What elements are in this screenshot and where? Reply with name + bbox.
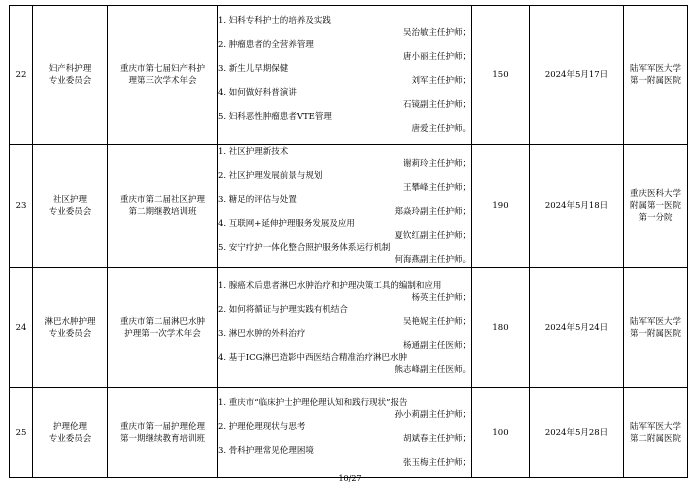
participant-count: 190 — [472, 145, 530, 268]
topics-cell — [218, 268, 472, 388]
topic-speaker: 杨英主任护师； — [411, 292, 471, 303]
topic-item — [218, 304, 471, 328]
topic-item — [218, 445, 471, 469]
row-number: 23 — [10, 145, 33, 268]
event-name — [108, 268, 218, 388]
topic-item — [218, 421, 471, 445]
table-row — [10, 268, 688, 388]
table-row — [10, 6, 688, 145]
row-number: 24 — [10, 268, 33, 388]
page-number: 10/27 — [338, 474, 362, 483]
event-line: 理第三次学术年会 — [128, 76, 197, 86]
venue-line: 第一附属医院 — [629, 328, 681, 339]
event-date: 2024年5月17日 — [530, 6, 624, 145]
topic-speaker: 胡斌春主任护师； — [402, 433, 471, 444]
topic-title: 1. 腺癌术后患者淋巴水肿治疗和护理决策工具的编制和应用 — [218, 280, 442, 291]
topic-speaker: 吴治敏主任护师； — [402, 28, 471, 38]
topic-title: 2. 肿瘤患者的全营养管理 — [218, 40, 314, 50]
table-row — [10, 145, 688, 268]
event-line: 重庆市第二届淋巴水肿 — [119, 316, 205, 327]
committee-name — [33, 6, 108, 145]
venue-line: 陆军军医大学 — [629, 316, 681, 327]
committee-line: 专业委员会 — [48, 328, 92, 339]
participant-count: 150 — [472, 6, 530, 145]
venue-line: 重庆医科大学 — [629, 189, 681, 199]
topic-item — [218, 170, 471, 194]
table-row — [10, 388, 688, 478]
event-line: 重庆市第七届妇产科护 — [119, 64, 205, 74]
topic-title: 3. 骨科护理常见伦理困境 — [218, 445, 314, 456]
event-line: 重庆市第二届社区护理 — [119, 195, 205, 205]
topic-title: 5. 妇科恶性肿瘤患者VTE管理 — [218, 112, 332, 122]
committee-name — [33, 145, 108, 268]
topic-item — [218, 352, 471, 376]
topic-item — [218, 328, 471, 352]
event-date: 2024年5月24日 — [530, 268, 624, 388]
topic-item — [218, 242, 471, 266]
topics-cell — [218, 145, 472, 268]
topic-item — [218, 146, 471, 170]
row-number: 25 — [10, 388, 33, 478]
topic-speaker: 谢莉玲主任护师； — [402, 159, 471, 169]
topic-title: 1. 社区护理新技术 — [218, 147, 289, 157]
topic-title: 3. 新生儿早期保健 — [218, 64, 289, 74]
venue-line: 附属第一医院 — [629, 201, 681, 211]
topic-item — [218, 39, 471, 63]
event-date: 2024年5月28日 — [530, 388, 624, 478]
topic-speaker: 王攀峰主任护师； — [402, 183, 471, 193]
committee-line: 社区护理 — [52, 195, 87, 205]
topic-title: 3. 糖足的评估与处置 — [218, 195, 297, 205]
topic-speaker: 刘军主任护师； — [411, 76, 471, 86]
topic-speaker: 石镜副主任护师； — [402, 100, 471, 110]
topic-title: 4. 基于ICG淋巴造影中西医结合精准治疗淋巴水肿 — [218, 352, 407, 363]
topic-title: 1. 重庆市“临床护士护理伦理认知和践行现状”报告 — [218, 397, 408, 408]
topic-item — [218, 111, 471, 135]
topic-speaker: 吴艳妮主任护师； — [402, 316, 471, 327]
venue-line: 陆军军医大学 — [629, 421, 681, 432]
venue-line: 陆军军医大学 — [629, 64, 681, 74]
event-line: 护理第一次学术年会 — [124, 328, 201, 339]
event-name — [108, 6, 218, 145]
venue-line: 第一分院 — [638, 213, 673, 223]
topic-title: 2. 如何将循证与护理实践有机结合 — [218, 304, 348, 315]
committee-name — [33, 388, 108, 478]
topic-item — [218, 63, 471, 87]
topic-speaker: 孙小莉副主任护师； — [394, 409, 471, 420]
topic-item — [218, 15, 471, 39]
topic-item — [218, 194, 471, 218]
topic-title: 5. 安宁疗护一体化整合照护服务体系运行机制 — [218, 243, 391, 253]
participant-count: 100 — [472, 388, 530, 478]
topic-title: 4. 如何做好科普演讲 — [218, 88, 297, 98]
topic-title: 4. 互联网+延伸护理服务发展及应用 — [218, 219, 355, 229]
topic-speaker: 熊志峰副主任医师。 — [394, 364, 471, 375]
event-date: 2024年5月18日 — [530, 145, 624, 268]
venue-line: 第二附属医院 — [629, 433, 681, 444]
venue-line: 第一附属医院 — [629, 76, 681, 86]
event-line: 第二期继教培训班 — [128, 207, 197, 217]
topic-title: 2. 护理伦理现状与思考 — [218, 421, 306, 432]
participant-count: 180 — [472, 268, 530, 388]
venue-name — [624, 145, 688, 268]
committee-line: 妇产科护理 — [48, 64, 92, 74]
topic-title: 1. 妇科专科护士的培养及实践 — [218, 16, 331, 26]
topic-speaker: 夏钦红副主任护师； — [394, 231, 471, 241]
topics-cell — [218, 388, 472, 478]
topic-speaker: 张玉梅主任护师； — [402, 457, 471, 468]
topic-item — [218, 87, 471, 111]
topic-item — [218, 397, 471, 421]
event-name — [108, 388, 218, 478]
topic-title: 2. 社区护理发展前景与规划 — [218, 171, 323, 181]
committee-line: 专业委员会 — [48, 433, 92, 444]
topic-speaker: 唐小丽主任护师； — [402, 52, 471, 62]
committee-line: 淋巴水肿护理 — [44, 316, 96, 327]
event-name — [108, 145, 218, 268]
event-line: 第一期继续教育培训班 — [119, 433, 205, 444]
topic-speaker: 杨通副主任医师； — [402, 340, 471, 351]
topic-speaker: 何海燕副主任护师。 — [394, 255, 471, 265]
topic-speaker: 郑焱玲副主任护师； — [394, 207, 471, 217]
venue-name — [624, 388, 688, 478]
topic-title: 3. 淋巴水肿的外科治疗 — [218, 328, 306, 339]
activity-schedule-table — [9, 5, 688, 478]
row-number: 22 — [10, 6, 33, 145]
topic-item — [218, 218, 471, 242]
committee-name — [33, 268, 108, 388]
venue-name — [624, 268, 688, 388]
event-line: 重庆市第一届护理伦理 — [119, 421, 205, 432]
topics-cell — [218, 6, 472, 145]
committee-line: 护理伦理 — [52, 421, 87, 432]
venue-name — [624, 6, 688, 145]
committee-line: 专业委员会 — [48, 76, 92, 86]
committee-line: 专业委员会 — [48, 207, 92, 217]
topic-speaker: 唐爱主任护师。 — [411, 124, 471, 134]
topic-item — [218, 280, 471, 304]
